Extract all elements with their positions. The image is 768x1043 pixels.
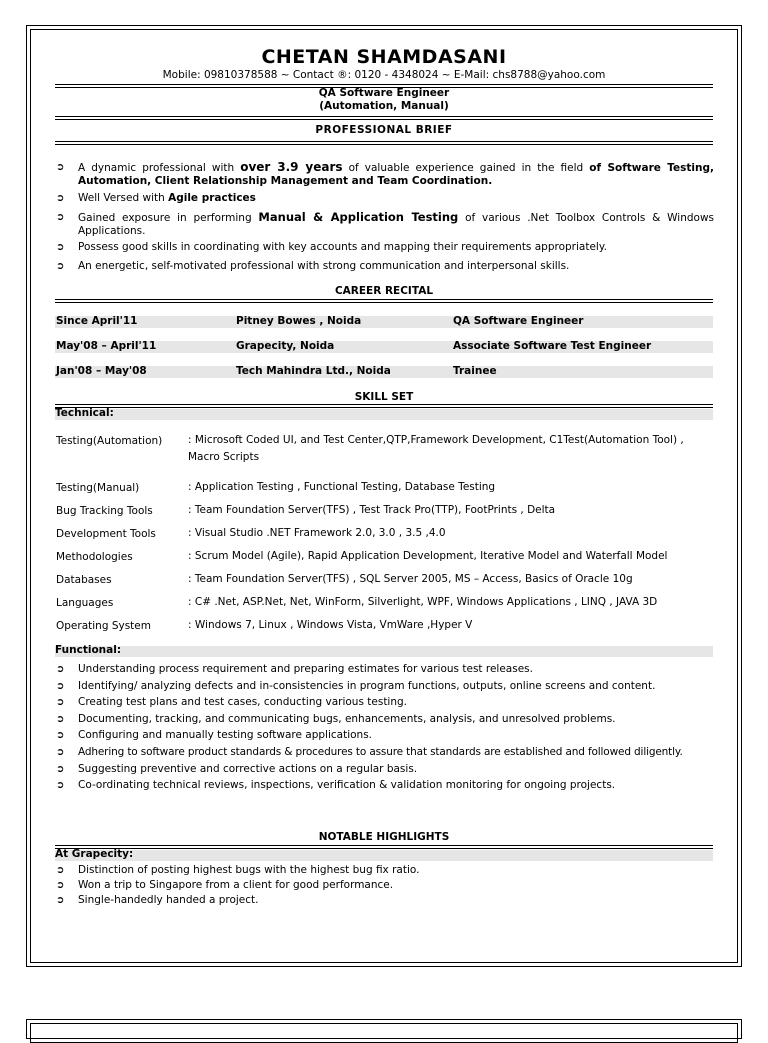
arrow-bullet-icon: ➲ — [56, 242, 65, 253]
arrow-bullet-icon: ➲ — [56, 162, 65, 173]
career-recital-heading: CAREER RECITAL — [334, 285, 434, 297]
skill-value: : Microsoft Coded UI, and Test Center,QTP,Framework Development, C1Test(Automation Tool) , Macro Scripts — [188, 434, 684, 463]
career-company: Grapecity, Noida — [236, 340, 335, 352]
brief-emphasis: over 3.9 years — [240, 160, 343, 174]
contact-line: Mobile: 09810378588 ~ Contact ®: 0120 - 4348024 ~ E-Mail: chs8788@yahoo.com — [162, 69, 606, 81]
skill-label: Testing(Automation) — [56, 435, 163, 447]
arrow-bullet-icon: ➲ — [56, 714, 65, 725]
skill-value: : Application Testing , Functional Testing, Database Testing — [188, 481, 496, 493]
functional-item: Adhering to software product standards & procedures to assure that standards are established and followed diligently. — [78, 746, 683, 758]
skill-label: Bug Tracking Tools — [56, 505, 153, 517]
highlight-item: Single-handedly handed a project. — [78, 894, 259, 906]
section-rule — [55, 116, 713, 120]
career-role: Trainee — [453, 365, 497, 377]
arrow-bullet-icon: ➲ — [56, 261, 65, 272]
skill-label: Operating System — [56, 620, 151, 632]
arrow-bullet-icon: ➲ — [56, 664, 65, 675]
brief-text: Well Versed with — [78, 192, 169, 204]
highlights-subheading: At Grapecity: — [55, 848, 134, 860]
career-company: Tech Mahindra Ltd., Noida — [236, 365, 391, 377]
functional-item: Creating test plans and test cases, conducting various testing. — [78, 696, 408, 708]
arrow-bullet-icon: ➲ — [56, 730, 65, 741]
subheading-bg — [55, 850, 713, 861]
arrow-bullet-icon: ➲ — [56, 895, 65, 906]
arrow-bullet-icon: ➲ — [56, 681, 65, 692]
section-rule — [55, 141, 713, 145]
brief-item: An energetic, self-motivated professional with strong communication and interpersonal skills. — [78, 260, 570, 272]
functional-item: Understanding process requirement and preparing estimates for various test releases. — [78, 663, 533, 675]
career-period: Jan'08 – May'08 — [56, 365, 147, 377]
skill-value: : Windows 7, Linux , Windows Vista, VmWare ,Hyper V — [188, 619, 473, 631]
brief-item — [78, 211, 714, 238]
skill-set-heading: SKILL SET — [354, 391, 414, 403]
functional-item: Suggesting preventive and corrective actions on a regular basis. — [78, 763, 418, 775]
brief-text: of various .Net Toolbox Controls & Windows Applications. — [78, 212, 714, 237]
subheading-bg — [55, 646, 713, 657]
technical-subheading: Technical: — [55, 407, 114, 419]
career-role: Associate Software Test Engineer — [453, 340, 652, 352]
brief-emphasis: Agile practices — [168, 192, 256, 204]
career-role: QA Software Engineer — [453, 315, 584, 327]
career-row-bg — [55, 316, 713, 328]
brief-emphasis: of Software Testing, Automation, Client Relationship Management and Team Coordination. — [78, 162, 715, 187]
skill-label: Methodologies — [56, 551, 133, 563]
professional-brief-heading: PROFESSIONAL BRIEF — [315, 124, 453, 136]
arrow-bullet-icon: ➲ — [56, 880, 65, 891]
skill-label: Languages — [56, 597, 114, 609]
section-rule — [55, 299, 713, 303]
functional-subheading: Functional: — [55, 644, 122, 656]
functional-item: Identifying/ analyzing defects and in-consistencies in program functions, outputs, online screens and content. — [78, 680, 656, 692]
highlight-item: Won a trip to Singapore from a client for good performance. — [78, 879, 394, 891]
brief-item: Possess good skills in coordinating with key accounts and mapping their requirements appropriately. — [78, 241, 607, 253]
subheading-bg — [55, 409, 713, 420]
role-title: QA Software Engineer — [318, 87, 450, 99]
arrow-bullet-icon: ➲ — [56, 697, 65, 708]
career-company: Pitney Bowes , Noida — [236, 315, 362, 327]
brief-item — [78, 192, 714, 205]
arrow-bullet-icon: ➲ — [56, 212, 65, 223]
arrow-bullet-icon: ➲ — [56, 865, 65, 876]
skill-value: : Scrum Model (Agile), Rapid Application Development, Iterative Model and Waterfall Model — [188, 550, 668, 562]
section-rule — [55, 404, 713, 408]
skill-value: : Visual Studio .NET Framework 2.0, 3.0 , 3.5 ,4.0 — [188, 527, 446, 539]
brief-text: Gained exposure in performing — [78, 212, 259, 224]
arrow-bullet-icon: ➲ — [56, 764, 65, 775]
skill-value: : Team Foundation Server(TFS) , Test Track Pro(TTP), FootPrints , Delta — [188, 504, 556, 516]
brief-text: A dynamic professional with — [78, 162, 241, 174]
skill-label: Testing(Manual) — [56, 482, 140, 494]
functional-item: Configuring and manually testing software applications. — [78, 729, 373, 741]
brief-emphasis: Manual & Application Testing — [258, 210, 459, 224]
role-subtitle: (Automation, Manual) — [319, 100, 449, 112]
arrow-bullet-icon: ➲ — [56, 780, 65, 791]
functional-item: Co-ordinating technical reviews, inspections, verification & validation monitoring for ongoing projects. — [78, 779, 616, 791]
arrow-bullet-icon: ➲ — [56, 747, 65, 758]
brief-item — [78, 161, 714, 188]
candidate-name: CHETAN SHAMDASANI — [261, 46, 507, 68]
highlight-item: Distinction of posting highest bugs with the highest bug fix ratio. — [78, 864, 420, 876]
skill-value: : Team Foundation Server(TFS) , SQL Server 2005, MS – Access, Basics of Oracle 10g — [188, 573, 633, 585]
skill-label: Development Tools — [56, 528, 156, 540]
functional-item: Documenting, tracking, and communicating bugs, enhancements, analysis, and unresolved problems. — [78, 713, 616, 725]
skill-label: Databases — [56, 574, 112, 586]
skill-value: : C# .Net, ASP.Net, Net, WinForm, Silverlight, WPF, Windows Applications , LINQ , JAVA 3D — [188, 596, 658, 608]
next-page-border-inner — [30, 1023, 738, 1043]
arrow-bullet-icon: ➲ — [56, 193, 65, 204]
brief-text: of valuable experience gained in the field — [342, 162, 590, 174]
career-period: Since April'11 — [56, 315, 138, 327]
career-period: May'08 – April'11 — [56, 340, 157, 352]
notable-highlights-heading: NOTABLE HIGHLIGHTS — [318, 831, 450, 843]
section-rule — [55, 845, 713, 849]
